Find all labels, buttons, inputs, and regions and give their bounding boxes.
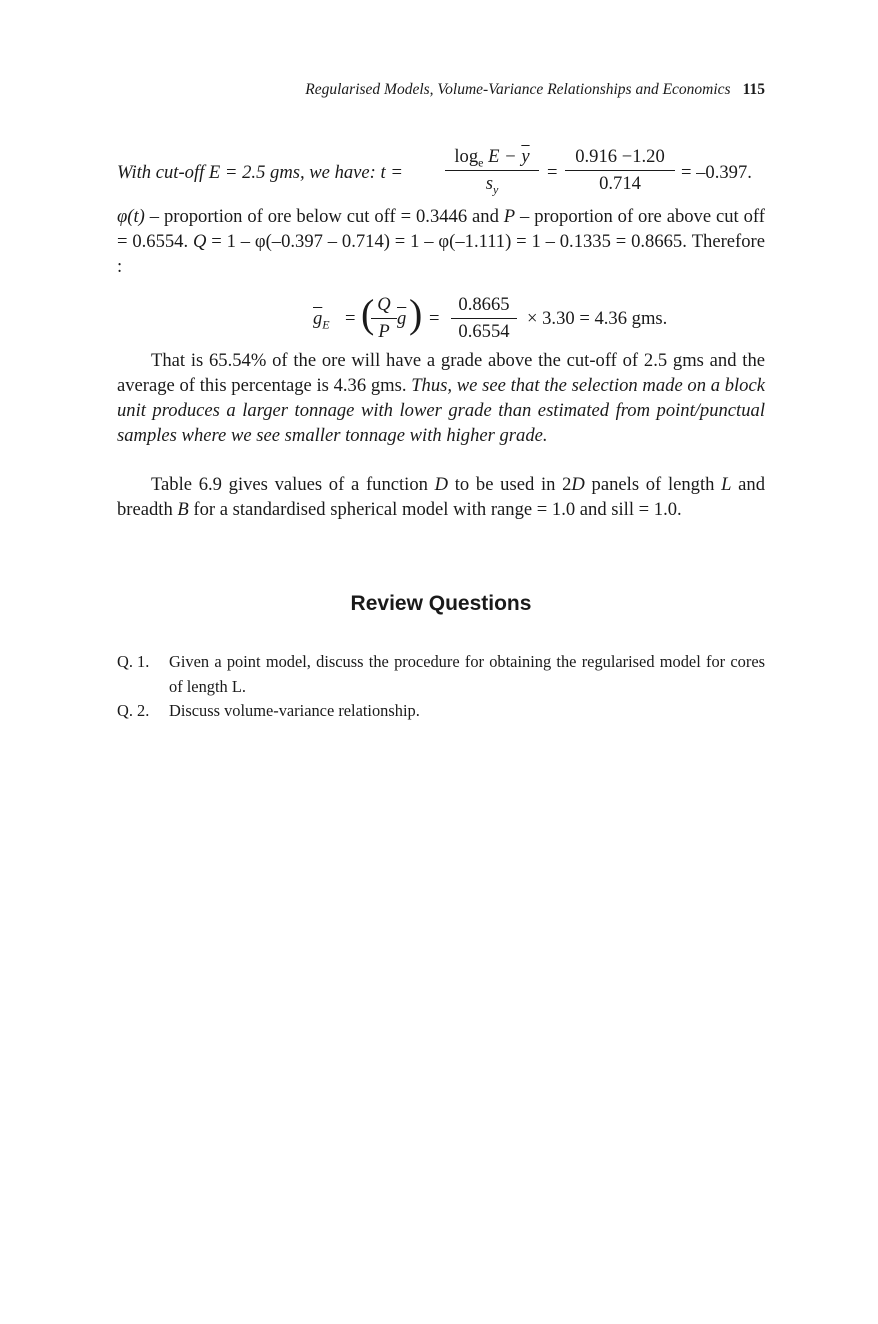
- equals-sign: =: [547, 162, 558, 183]
- running-title: Regularised Models, Volume-Variance Relationships and Economics: [305, 81, 731, 98]
- review-questions-heading: Review Questions: [350, 592, 532, 615]
- question-number: Q. 2.: [117, 701, 150, 720]
- review-questions-list: [117, 650, 765, 724]
- fraction-q-p: Q P: [371, 292, 397, 345]
- paragraph-proportion: φ(t) – proportion of ore below cut off = 0.3446 and P – proportion of ore above cut off = 0.6554. Q = 1 – φ(–0.397 – 0.714) = 1 – φ(–1.111) = 1 – 0.1335 = 0.8665. Therefore :: [117, 206, 765, 277]
- question-item: [117, 699, 765, 724]
- left-paren: (: [361, 291, 375, 336]
- running-header: [117, 80, 765, 100]
- question-text: Discuss volume-variance relationship.: [169, 701, 420, 720]
- fraction-log-e: $\log_e E - \overline{y}$ $s_y$: [445, 144, 539, 197]
- fraction-values: 0.916 −1.20 0.714: [565, 144, 675, 197]
- fraction-ratio: 0.8665 0.6554: [451, 292, 517, 345]
- equation-t: [117, 140, 765, 204]
- page-number: 115: [742, 81, 765, 98]
- equation-result: = –0.397.: [681, 162, 752, 183]
- question-text: Given a point model, discuss the procedure for obtaining the regularised model for cores of length L.: [169, 652, 765, 696]
- g-symbol: $\overline{g}_E$: [313, 308, 330, 332]
- question-number: Q. 1.: [117, 652, 150, 671]
- equation-grade-result: × 3.30 = 4.36 gms.: [527, 308, 668, 329]
- right-paren: ): [409, 291, 423, 336]
- equation-grade: $\overline{g}_E$ = ( Q P $\overline{g}$ ) = 0.8665 0.6554 × 3.30 = 4.36 gms.: [117, 288, 765, 352]
- paragraph-table-ref: Table 6.9 gives values of a function D to be used in 2D panels of length L and breadth B for a standardised spherical model with range = 1.0 and sill = 1.0.: [117, 474, 766, 520]
- question-item: [117, 650, 765, 699]
- equation-lead-text: With cut-off E = 2.5 gms, we have: t =: [117, 162, 403, 183]
- paragraph-selection: That is 65.54% of the ore will have a grade above the cut-off of 2.5 gms and the average of this percentage is 4.36 gms. Thus, we see that the selection made on a block unit produces a larger tonnage with lower grade than estimated from point/punctual samples where we see smaller tonnage with higher grade.: [117, 350, 765, 446]
